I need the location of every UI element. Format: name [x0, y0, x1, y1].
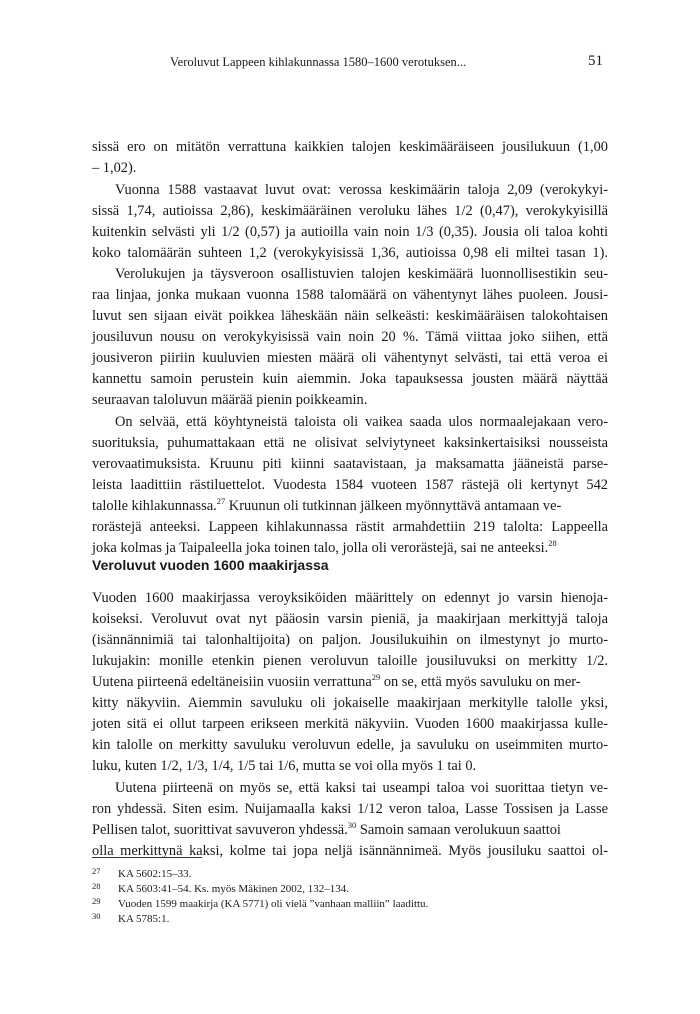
- text-line: Verolukujen ja täysveroon osallistuvien talojen keskimäärä luonnollisestikin seu-: [115, 266, 608, 282]
- text-line: On selvää, että köyhtyneistä taloista oli vaikea saada ulos normaalejakaan vero-: [115, 414, 608, 430]
- text-line: sissä ero on mitätön verrattuna kaikkien talojen keskimääräiseen jousilukuun (1,00: [92, 139, 608, 155]
- footnote-text: Vuoden 1599 maakirja (KA 5771) oli vielä ”vanhaan malliin” laadittu.: [118, 898, 429, 910]
- text-line: (isännännimiä tai talonhaltijoita) on paljon. Jousilukuihin on ilmestynyt jo murto-: [92, 632, 608, 648]
- footnote-number: 27: [92, 866, 101, 876]
- text-line: leista laadittiin rästiluettelot. Vuodesta 1584 vuoteen 1587 rästejä oli kertynyt 542: [92, 477, 608, 493]
- text-line: [92, 538, 608, 559]
- footnote-ref: 28: [548, 538, 557, 548]
- footnote-text: KA 5603:41–54. Ks. myös Mäkinen 2002, 132–134.: [118, 883, 349, 895]
- text-line: raa linjaa, jonka mukaan vuonna 1588 talomäärä on vähentynyt lähes puoleen. Jousi-: [92, 287, 608, 303]
- text-line: kitty näkyviin. Aiemmin savuluku oli jokaiselle maakirjaan merkitylle talolle yksi,: [92, 695, 608, 711]
- footnote-ref: 29: [371, 672, 381, 682]
- text-line: kin talolle on merkitty savuluku veroluvun edelle, ja savuluku on useimmiten murto-: [92, 737, 608, 753]
- page-number: 51: [588, 53, 603, 69]
- text-line: lukujakin: monille etenkin pienen veroluvun taloille jousiluvuksi on merkitty 1/2.: [92, 653, 608, 669]
- text-line: koko talomäärän suhteen 1,2 (verokykyisissä 1,36, autioissa 0,98 eli miltei tasan 1).: [92, 245, 608, 261]
- text-run: Kruunun oli tutkinnan jälkeen myönnyttävä antamaan ve-: [225, 498, 562, 514]
- text-line: luvut sen sijaan eivät poikkea läheskään näin selkeästi: keskimääräisen talokohtaisen: [92, 308, 608, 324]
- text-line: joten sitä ei ollut tarpeen erikseen merkitä näkyviin. Vuoden 1600 maakirjassa kulle-: [92, 716, 608, 732]
- text-line: verovaatimuksista. Kruunu piti kiinni saatavistaan, ja maksamatta jääneistä parse-: [92, 456, 608, 472]
- text-line: – 1,02).: [92, 160, 137, 176]
- text-line: [92, 820, 608, 841]
- text-line: [92, 672, 608, 693]
- footnote: [92, 909, 169, 927]
- text-line: Vuoden 1600 maakirjassa veroyksiköiden määrittely on edennyt jo varsin hienoja-: [92, 590, 608, 606]
- footnote-ref: 30: [347, 820, 357, 830]
- text-line: seuraavan taloluvun määrää pienin poikkeamin.: [92, 392, 368, 408]
- text-run: Uutena piirteenä edeltäneisiin vuosiin verrattuna: [92, 674, 372, 690]
- text-run: Samoin samaan verolukuun saattoi: [356, 822, 561, 838]
- text-line: ron yhdessä. Siten esim. Nuijamaalla kaksi 1/12 veron taloa, Lasse Tossisen ja Lasse: [92, 801, 608, 817]
- footnote-ref: 27: [216, 496, 226, 506]
- text-line: jousiveron piiriin kuuluvien miesten määrä oli vähentynyt selvästi, tai että veroa ei: [92, 350, 608, 366]
- running-header-title: Veroluvut Lappeen kihlakunnassa 1580–1600 verotuksen...: [170, 55, 467, 69]
- footnote-number: 28: [92, 881, 101, 891]
- text-run: joka kolmas ja Taipaleella joka toinen talo, jolla oli verorästejä, sai ne anteeksi.: [92, 540, 549, 556]
- text-line: jousiluvun nousu on verokykyisissä vain noin 20 %. Tämä viittaa joko siihen, että: [92, 329, 608, 345]
- text-line: Uutena piirteenä on myös se, että kaksi tai useampi taloa voi suorittaa tietyn ve-: [115, 780, 608, 796]
- text-line: Vuonna 1588 vastaavat luvut ovat: verossa keskimäärin taloja 2,09 (verokykyi-: [115, 182, 608, 198]
- text-line: rorästejä anteeksi. Lappeen kihlakunnassa rästit armahdettiin 219 talolta: Lappeella: [92, 519, 608, 535]
- footnote-text: KA 5602:15–33.: [118, 868, 192, 880]
- text-run: on se, että myös savuluku on mer-: [380, 674, 581, 690]
- footnote-divider: [92, 857, 202, 858]
- text-line: luku, kuten 1/2, 1/3, 1/4, 1/5 tai 1/6, mutta se voi olla myös 1 tai 0.: [92, 758, 477, 774]
- text-line: olla merkittynä kaksi, kolme tai jopa neljä isännännimeä. Myös jousiluku saattoi ol-: [92, 843, 608, 859]
- footnote-number: 29: [92, 896, 101, 906]
- text-line: koiseksi. Veroluvut ovat nyt pääosin varsin pieniä, ja maakirjaan merkittyjä taloja: [92, 611, 608, 627]
- text-line: sissä 1,74, autioissa 2,86), keskimääräinen veroluku lähes 1/2 (0,47), verokykyisillä: [92, 203, 608, 219]
- section-heading: Veroluvut vuoden 1600 maakirjassa: [92, 557, 329, 573]
- text-line: suorituksia, puhumattakaan että ne olisivat selviytyneet kaksinkertaisiksi nousseista: [92, 435, 608, 451]
- footnote-text: KA 5785:1.: [118, 913, 170, 925]
- text-run: Pellisen talot, suorittivat savuveron yhdessä.: [92, 822, 348, 838]
- footnote-number: 30: [92, 911, 101, 921]
- text-run: talolle kihlakunnassa.: [92, 498, 217, 514]
- text-line: kuitenkin selvästi yli 1/2 (0,57) ja autioilla vain noin 1/3 (0,35). Jousia oli taloa kohti: [92, 224, 608, 240]
- text-line: [92, 496, 608, 517]
- text-line: kannettu samoin perustein kuin aiemmin. Joka tapauksessa jousten määrä näyttää: [92, 371, 608, 387]
